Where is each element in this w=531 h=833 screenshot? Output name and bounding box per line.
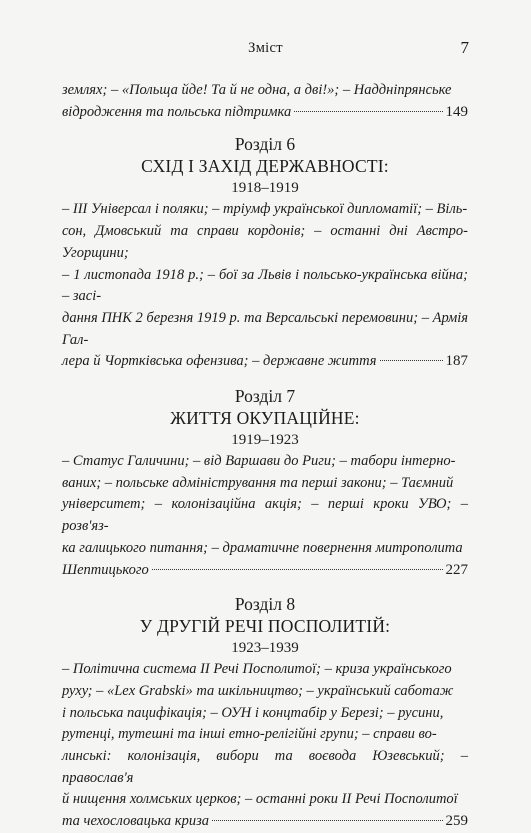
section-title: У ДРУГІЙ РЕЧІ ПОСПОЛИТІЙ: xyxy=(139,616,391,637)
section-label: Розділ 8 xyxy=(234,594,296,615)
toc-entry-intro xyxy=(62,80,468,123)
section-years: 1919–1923 xyxy=(231,432,299,449)
toc-line: – 1 листопада 1918 р.; – бої за Львів і польсько-українська війна; – засі- xyxy=(62,266,468,305)
toc-line-text: та чехословацька криза xyxy=(62,813,209,830)
toc-line: рутенці, тутешні та інші етно-релігійні групи; – справи во- xyxy=(62,726,437,743)
toc-section-7 xyxy=(62,385,468,581)
toc-page-number: 259 xyxy=(445,813,468,830)
toc-line: ваних; – польське адміністрування та перші закони; – Таємний xyxy=(62,474,454,491)
toc-line: і польська пацифікація; – ОУН і концтабір у Березі; – русини, xyxy=(62,704,444,721)
running-title: Зміст xyxy=(248,40,283,56)
toc-line: сон, Дмовський та справи кордонів; – останні дні Австро-Угорщини; xyxy=(62,223,468,261)
toc-section-6 xyxy=(62,133,468,373)
toc-line-last xyxy=(62,102,468,124)
toc-line: ка галицького питання; – драматичне повернення митрополита xyxy=(62,539,463,556)
section-label: Розділ 6 xyxy=(234,134,296,155)
toc-line-text: відродження та польська підтримка xyxy=(62,103,292,120)
section-heading xyxy=(62,385,468,451)
toc-line-last xyxy=(62,560,468,582)
toc-section-8 xyxy=(62,593,468,833)
toc-line-last xyxy=(62,351,468,373)
table-of-contents xyxy=(62,80,468,833)
dot-leader xyxy=(152,569,443,570)
toc-line: й нищення холмських церков; – останні роки ІІ Речі Посполитої xyxy=(62,791,458,808)
section-title: СХІД І ЗАХІД ДЕРЖАВНОСТІ: xyxy=(141,156,389,177)
toc-page-number: 227 xyxy=(445,561,468,578)
section-title: ЖИТТЯ ОКУПАЦІЙНЕ: xyxy=(170,408,360,429)
section-label: Розділ 7 xyxy=(234,386,296,407)
toc-line: – Статус Галичини; – від Варшави до Риги; – табори інтерно- xyxy=(62,453,456,470)
toc-line: університет; – колонізаційна акція; – перші кроки УВО; – розв'яз- xyxy=(62,496,468,535)
section-years: 1923–1939 xyxy=(231,640,299,657)
toc-line-last xyxy=(62,811,468,833)
page-header xyxy=(0,40,531,62)
toc-line-text: Шептицького xyxy=(62,561,149,578)
toc-page-number: 149 xyxy=(445,103,468,120)
section-heading xyxy=(62,593,468,659)
dot-leader xyxy=(294,111,442,112)
toc-line-text: лера й Чортківська офензива; – державне життя xyxy=(62,353,377,370)
section-years: 1918–1919 xyxy=(231,180,299,197)
dot-leader xyxy=(380,360,443,361)
page-number: 7 xyxy=(460,38,469,57)
toc-line: – ІІІ Універсал і поляки; – тріумф української дипломатії; – Віль- xyxy=(62,201,468,218)
dot-leader xyxy=(212,820,443,821)
toc-line: руху; – «Lex Grabski» та шкільництво; – український саботаж xyxy=(62,682,454,699)
toc-page-number: 187 xyxy=(445,353,468,370)
toc-line: дання ПНК 2 березня 1919 р. та Версальські перемовини; – Армія Гал- xyxy=(62,309,468,348)
toc-line: землях; – «Польща йде! Та й не одна, а дві!»; – Наддніпрянське xyxy=(62,82,452,98)
section-heading xyxy=(62,133,468,199)
toc-line: линські: колонізація, вибори та воєвода Юзевський; – православ'я xyxy=(62,748,468,786)
toc-line: – Політична система ІІ Речі Посполитої; – криза українського xyxy=(62,661,452,678)
